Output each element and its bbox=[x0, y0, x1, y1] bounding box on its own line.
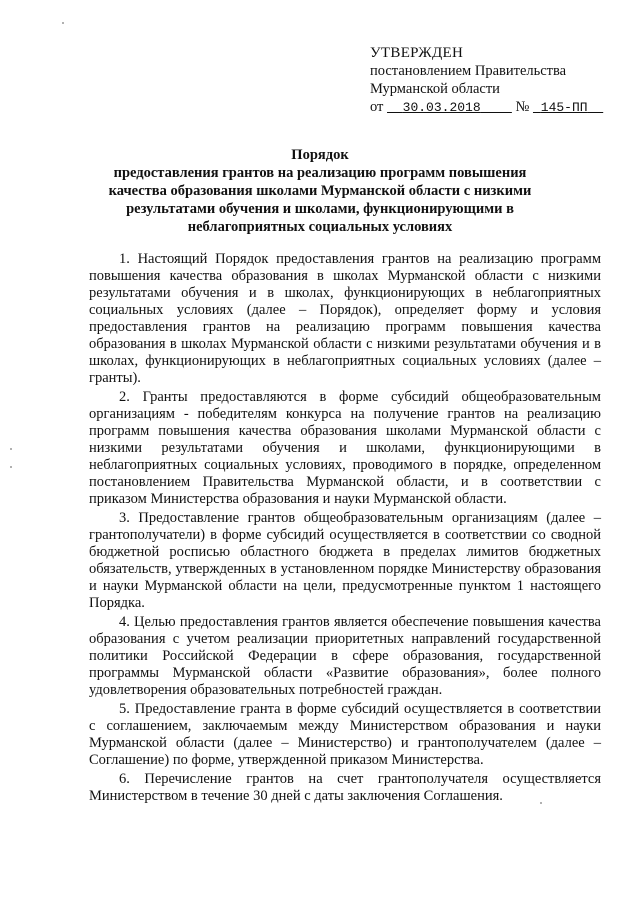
scan-speck bbox=[10, 448, 12, 450]
approval-number: 145-ПП bbox=[540, 100, 588, 115]
approval-stamp bbox=[370, 44, 620, 117]
paragraph-5: 5. Предоставление гранта в форме субсидий осуществляется в соответствии с соглашением, заключаемым между Министерством образования и науки Мурманской области (далее – Министерство) и грантополучателем (далее – Соглашение) по форме, утвержденной приказом Министерства. bbox=[89, 701, 601, 768]
paragraph-6: 6. Перечисление грантов на счет грантополучателя осуществляется Министерством в течение 30 дней с даты заключения Соглашения. bbox=[89, 771, 601, 804]
paragraph-4: 4. Целью предоставления грантов является обеспечение повышения качества образования с учетом реализации приоритетных направлений государственной политики Российской Федерации в сфере образования, государственной программы Мурманской области «Развитие образования», более полного удовлетворения образовательных потребностей граждан. bbox=[89, 614, 601, 698]
paragraph-2: 2. Гранты предоставляются в форме субсидий общеобразовательным организациям - победителям конкурса на получение грантов на реализацию программ повышения качества образования школами Мурманской области с низкими результатами обучения и школами, функционирующими в неблагоприятных социальных условиях, проводимого в порядке, определенном постановлением Правительства Мурманской области, и в соответствии с приказом Министерства образования и науки Мурманской области. bbox=[89, 389, 601, 507]
paragraph-3: 3. Предоставление грантов общеобразовательным организациям (далее – грантополучатели) в форме субсидий осуществляется в соответствии со сводной бюджетной росписью областного бюджета в пределах лимитов бюджетных обязательств, утвержденных в установленном порядке Министерству образования и науки Мурманской области на цели, предусмотренные пунктом 1 настоящего Порядка. bbox=[89, 510, 601, 611]
approval-dateline bbox=[370, 98, 620, 117]
approval-date: 30.03.2018 bbox=[402, 100, 481, 115]
document-title bbox=[100, 146, 540, 236]
approval-line-1: постановлением Правительства bbox=[370, 63, 567, 79]
title-main: Порядок bbox=[291, 147, 349, 163]
paragraph-1: 1. Настоящий Порядок предоставления грантов на реализацию программ повышения качества образования в школах Мурманской области с низкими результатами обучения и в школах, функционирующих в неблагоприятных социальных условиях (далее – Порядок), определяет форму и условия предоставления грантов на реализацию программ повышения качества образования в школах Мурманской области с низкими результатами обучения и в школах, функционирующих в неблагоприятных социальных условиях (далее – гранты). bbox=[89, 251, 601, 386]
scan-speck bbox=[62, 22, 64, 24]
approval-number-label: № bbox=[515, 99, 530, 115]
approval-heading: УТВЕРЖДЕН bbox=[370, 45, 464, 61]
title-subtitle: предоставления грантов на реализацию программ повышения качества образования школами Мурманской области с низкими результатами обучения и школами, функционирующими в неблагоприятных социальных условиях bbox=[108, 165, 532, 235]
scan-speck bbox=[540, 802, 542, 804]
scan-speck bbox=[10, 466, 12, 468]
approval-from-label: от bbox=[370, 99, 384, 115]
approval-line-2: Мурманской области bbox=[370, 81, 500, 97]
document-body bbox=[89, 251, 601, 805]
